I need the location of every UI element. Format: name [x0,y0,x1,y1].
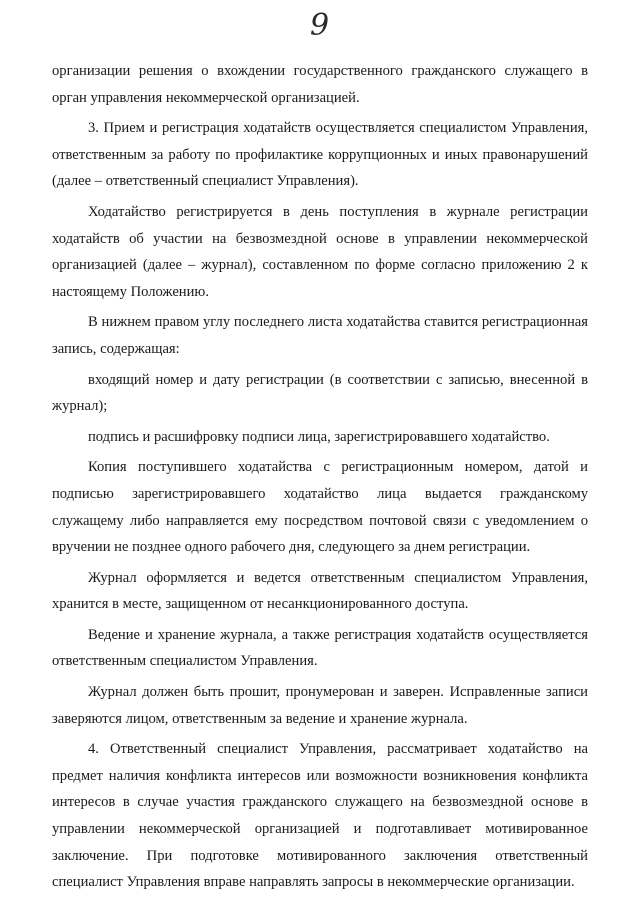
paragraph-item-3: 3. Прием и регистрация ходатайств осуществляется специалистом Управления, ответственным за работу по профилактике коррупционных и иных правонарушений (далее – ответственный специалист Управления). [52,120,588,190]
paragraph-copy: Копия поступившего ходатайства с регистрационным номером, датой и подписью зарегистрировавшего ходатайство лица выдается гражданскому служащему либо направляется ему посредством почтовой связи с уведомлением о вручении не позднее одного рабочего дня, следующего за днем регистрации. [52,459,588,556]
page-number: 9 [309,8,331,43]
document-body [52,58,588,896]
paragraph-continuation: организации решения о вхождении государственного гражданского служащего в орган управления некоммерческой организацией. [52,63,588,106]
paragraph-registration-record: В нижнем правом углу последнего листа ходатайства ставится регистрационная запись, содержащая: [52,314,588,357]
paragraph-incoming-number: входящий номер и дату регистрации (в соответствии с записью, внесенной в журнал); [52,371,588,415]
paragraph-journal-bound: Журнал должен быть прошит, пронумерован и заверен. Исправленные записи заверяются лицом, ответственным за ведение и хранение журнала. [52,684,588,727]
paragraph-journal-kept: Журнал оформляется и ведется ответственным специалистом Управления, хранится в месте, защищенном от несанкционированного доступа. [52,569,588,613]
paragraph-signature: подпись и расшифровку подписи лица, зарегистрировавшего ходатайство. [88,428,550,445]
paragraph-item-4: 4. Ответственный специалист Управления, рассматривает ходатайство на предмет наличия конфликта интересов или возможности возникновения конфликта интересов в случае участия гражданского служащего на безвозмездной основе в управлении некоммерческой организацией и подготавливает мотивированное заключение. При подготовке мотивированного заключения ответственный специалист Управления вправе направлять запросы в некоммерческие организации. [52,741,588,891]
paragraph-journal-maintenance: Ведение и хранение журнала, а также регистрация ходатайств осуществляется ответственным специалистом Управления. [52,626,588,670]
paragraph-registration: Ходатайство регистрируется в день поступления в журнале регистрации ходатайств об участии на безвозмездной основе в управлении некоммерческой организацией (далее – журнал), составленном по форме согласно приложению 2 к настоящему Положению. [52,203,588,300]
